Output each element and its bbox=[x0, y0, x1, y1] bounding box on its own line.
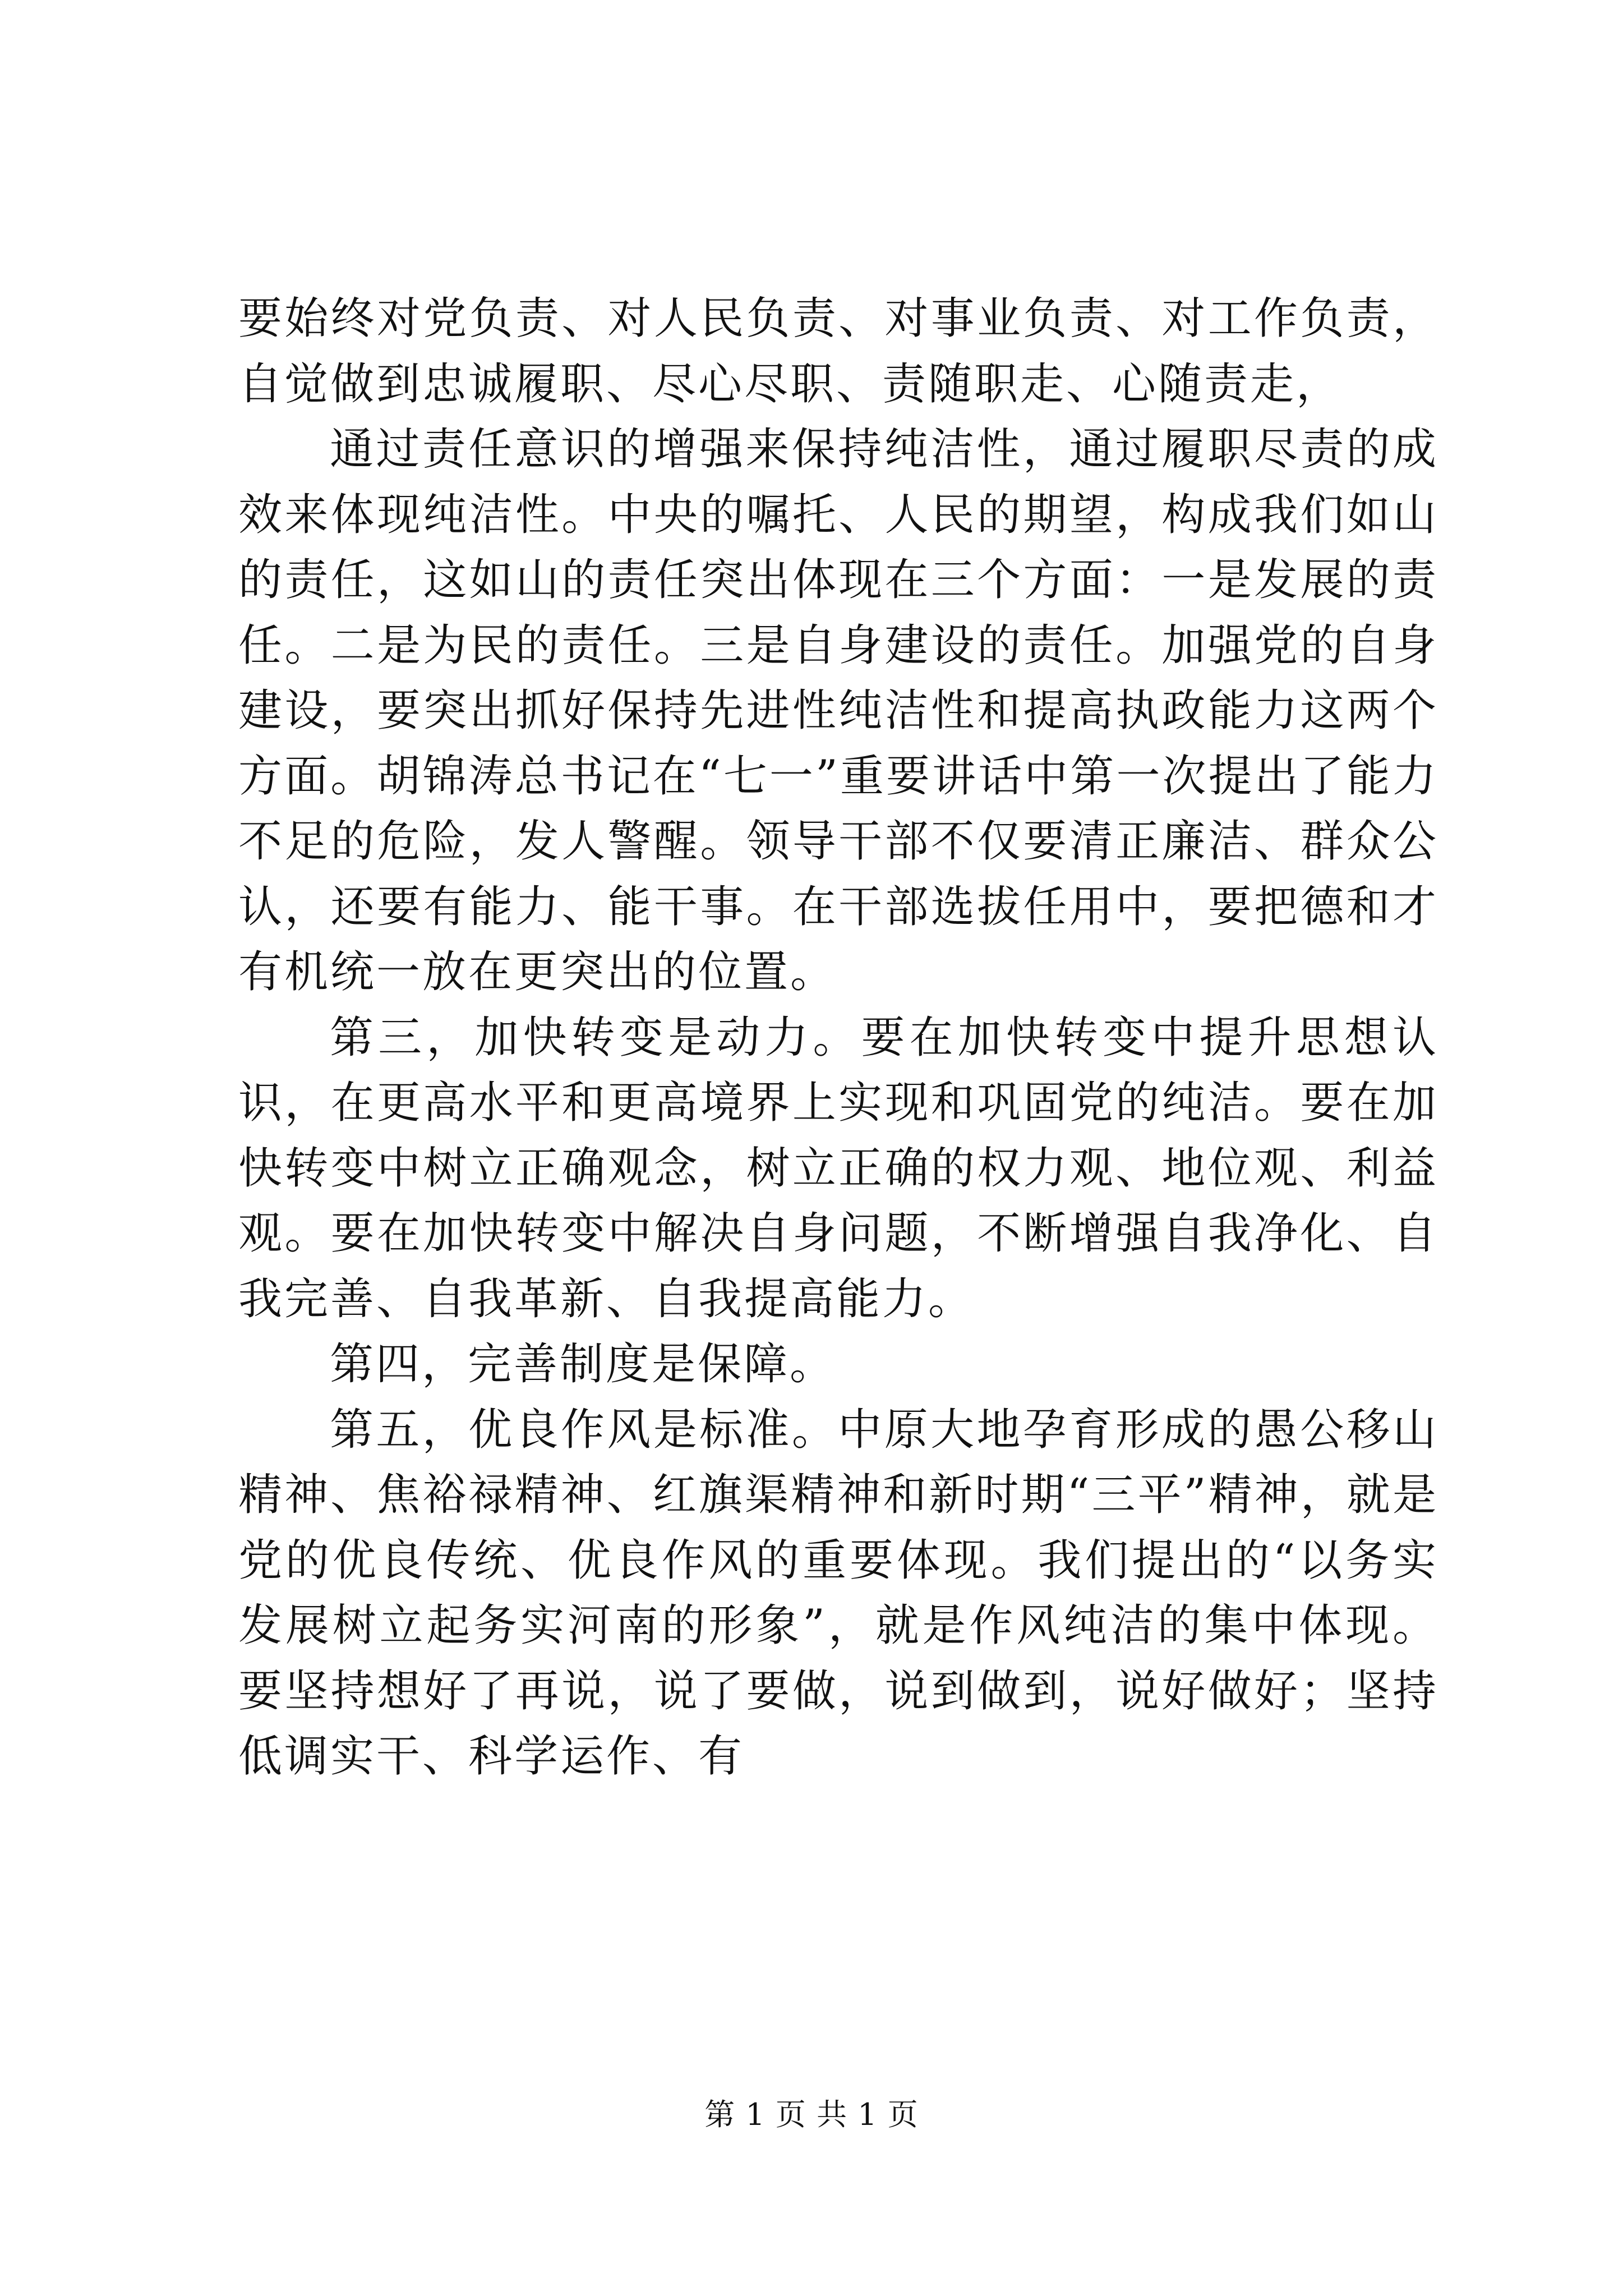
paragraph-3: 第三，加快转变是动力。要在加快转变中提升思想认识，在更高水平和更高境界上实现和巩固党的纯洁。要在加快转变中树立正确观念，树立正确的权力观、地位观、利益观。要在加快转变中解决自身问题，不断增强自我净化、自我完善、自我革新、自我提高能力。 bbox=[238, 1012, 1438, 1324]
document-body bbox=[238, 286, 1438, 1789]
paragraph-1: 要始终对党负责、对人民负责、对事业负责、对工作负责，自觉做到忠诚履职、尽心尽职、责随职走、心随责走， bbox=[238, 293, 1438, 409]
paragraph-5: 第五，优良作风是标准。中原大地孕育形成的愚公移山精神、焦裕禄精神、红旗渠精神和新时期“三平”精神，就是党的优良传统、优良作风的重要体现。我们提出的“以务实发展树立起务实河南的形象”，就是作风纯洁的集中体现。要坚持想好了再说，说了要做，说到做到，说好做好；坚持低调实干、科学运作、有 bbox=[238, 1404, 1438, 1782]
paragraph-4: 第四，完善制度是保障。 bbox=[330, 1339, 836, 1389]
paragraph-2: 通过责任意识的增强来保持纯洁性，通过履职尽责的成效来体现纯洁性。中央的嘱托、人民的期望，构成我们如山的责任，这如山的责任突出体现在三个方面：一是发展的责任。二是为民的责任。三是自身建设的责任。加强党的自身建设，要突出抓好保持先进性纯洁性和提高执政能力这两个方面。胡锦涛总书记在“七一”重要讲话中第一次提出了能力不足的危险，发人警醒。领导干部不仅要清正廉洁、群众公认，还要有能力、能干事。在干部选拔任用中，要把德和才有机统一放在更突出的位置。 bbox=[238, 424, 1438, 997]
page-footer: 第 1 页 共 1 页 bbox=[704, 2097, 919, 2132]
